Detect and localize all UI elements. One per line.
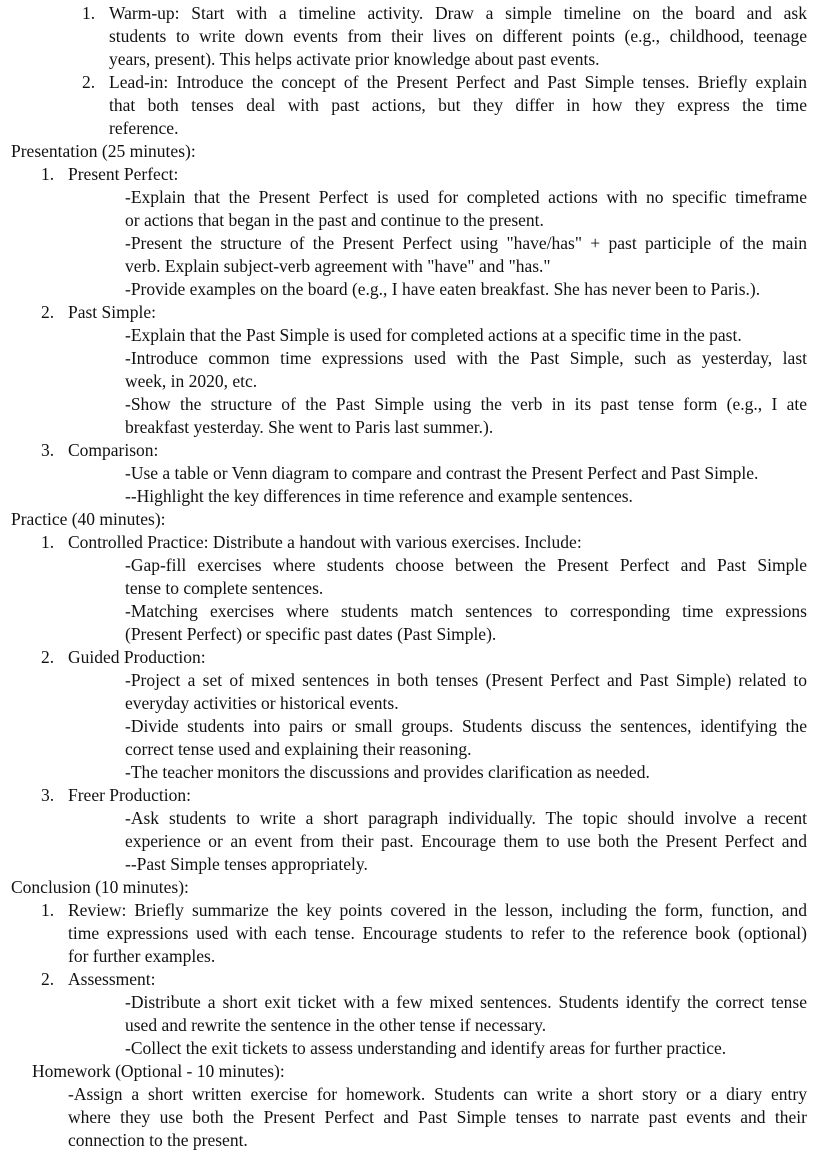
detail-text: week, in 2020, etc.: [125, 371, 258, 391]
list-item-text: that both tenses deal with past actions, but they differ in how they express the time: [109, 95, 807, 115]
list-item-text: Warm-up: Start with a timeline activity. Draw a simple timeline on the board and ask: [109, 3, 807, 23]
detail-text: or actions that began in the past and continue to the present.: [125, 210, 544, 230]
detail-text: -Explain that the Past Simple is used for completed actions at a specific time in the past.: [125, 325, 742, 345]
detail-text: -Present the structure of the Present Perfect using "have/has" + past participle of the main: [125, 233, 807, 253]
detail-text: -Project a set of mixed sentences in both tenses (Present Perfect and Past Simple) related to: [125, 670, 807, 690]
detail-text: -Ask students to write a short paragraph individually. The topic should involve a recent: [125, 808, 807, 828]
detail-text: (Present Perfect) or specific past dates (Past Simple).: [125, 624, 497, 644]
detail-text: --Highlight the key differences in time reference and example sentences.: [125, 486, 633, 506]
list-item-title: Review: Briefly summarize the key points covered in the lesson, including the form, function, and: [68, 900, 807, 920]
list-number: 2.: [82, 72, 96, 92]
list-number: 1.: [41, 164, 55, 184]
list-item-text: Lead-in: Introduce the concept of the Present Perfect and Past Simple tenses. Briefly explain: [109, 72, 807, 92]
detail-text: -Explain that the Present Perfect is used for completed actions with no specific timeframe: [125, 187, 807, 207]
detail-text: -Show the structure of the Past Simple using the verb in its past tense form (e.g., I ate: [125, 394, 807, 414]
detail-text: everyday activities or historical events.: [125, 693, 399, 713]
list-number: 2.: [41, 647, 55, 667]
list-item-title: Present Perfect:: [68, 164, 179, 184]
section-heading: Conclusion (10 minutes):: [11, 877, 189, 897]
list-number: 2.: [41, 302, 55, 322]
list-item-title: Freer Production:: [68, 785, 191, 805]
detail-text: experience or an event from their past. Encourage them to use both the Present Perfect and: [125, 831, 807, 851]
homework-text: connection to the present.: [68, 1130, 248, 1150]
list-item-title: Comparison:: [68, 440, 159, 460]
list-item-title: Past Simple:: [68, 302, 156, 322]
detail-text: --Past Simple tenses appropriately.: [125, 854, 368, 874]
list-number: 3.: [41, 440, 55, 460]
detail-text: -Use a table or Venn diagram to compare and contrast the Present Perfect and Past Simple.: [125, 463, 759, 483]
list-item-text: reference.: [109, 118, 179, 138]
list-number: 1.: [41, 532, 55, 552]
detail-text: -The teacher monitors the discussions and provides clarification as needed.: [125, 762, 650, 782]
list-item-text: for further examples.: [68, 946, 216, 966]
detail-text: -Gap-fill exercises where students choose between the Present Perfect and Past Simple: [125, 555, 807, 575]
detail-text: used and rewrite the sentence in the other tense if necessary.: [125, 1015, 547, 1035]
list-item-text: students to write down events from their lives on different points (e.g., childhood, teenage: [109, 26, 807, 46]
detail-text: -Matching exercises where students match sentences to corresponding time expressions: [125, 601, 807, 621]
list-item-text: time expressions used with each tense. Encourage students to refer to the reference book (optional): [68, 923, 807, 943]
list-item-title: Guided Production:: [68, 647, 206, 667]
detail-text: verb. Explain subject-verb agreement with "have" and "has.": [125, 256, 551, 276]
section-heading: Practice (40 minutes):: [11, 509, 166, 529]
homework-heading: Homework (Optional - 10 minutes):: [32, 1061, 285, 1081]
detail-text: -Distribute a short exit ticket with a few mixed sentences. Students identify the correct tense: [125, 992, 807, 1012]
detail-text: correct tense used and explaining their reasoning.: [125, 739, 472, 759]
list-item-text: years, present). This helps activate prior knowledge about past events.: [109, 49, 600, 69]
list-number: 3.: [41, 785, 55, 805]
list-number: 2.: [41, 969, 55, 989]
detail-text: -Collect the exit tickets to assess understanding and identify areas for further practice.: [125, 1038, 727, 1058]
detail-text: -Divide students into pairs or small groups. Students discuss the sentences, identifying the: [125, 716, 807, 736]
list-item-title: Controlled Practice: Distribute a handout with various exercises. Include:: [68, 532, 582, 552]
list-number: 1.: [41, 900, 55, 920]
detail-text: -Introduce common time expressions used with the Past Simple, such as yesterday, last: [125, 348, 807, 368]
homework-text: -Assign a short written exercise for homework. Students can write a short story or a diary entry: [68, 1084, 807, 1104]
detail-text: -Provide examples on the board (e.g., I have eaten breakfast. She has never been to Paris.).: [125, 279, 761, 299]
homework-text: where they use both the Present Perfect and Past Simple tenses to narrate past events and their: [68, 1107, 807, 1127]
detail-text: breakfast yesterday. She went to Paris last summer.).: [125, 417, 494, 437]
detail-text: tense to complete sentences.: [125, 578, 324, 598]
list-item-title: Assessment:: [68, 969, 156, 989]
section-heading: Presentation (25 minutes):: [11, 141, 196, 161]
list-number: 1.: [82, 3, 96, 23]
